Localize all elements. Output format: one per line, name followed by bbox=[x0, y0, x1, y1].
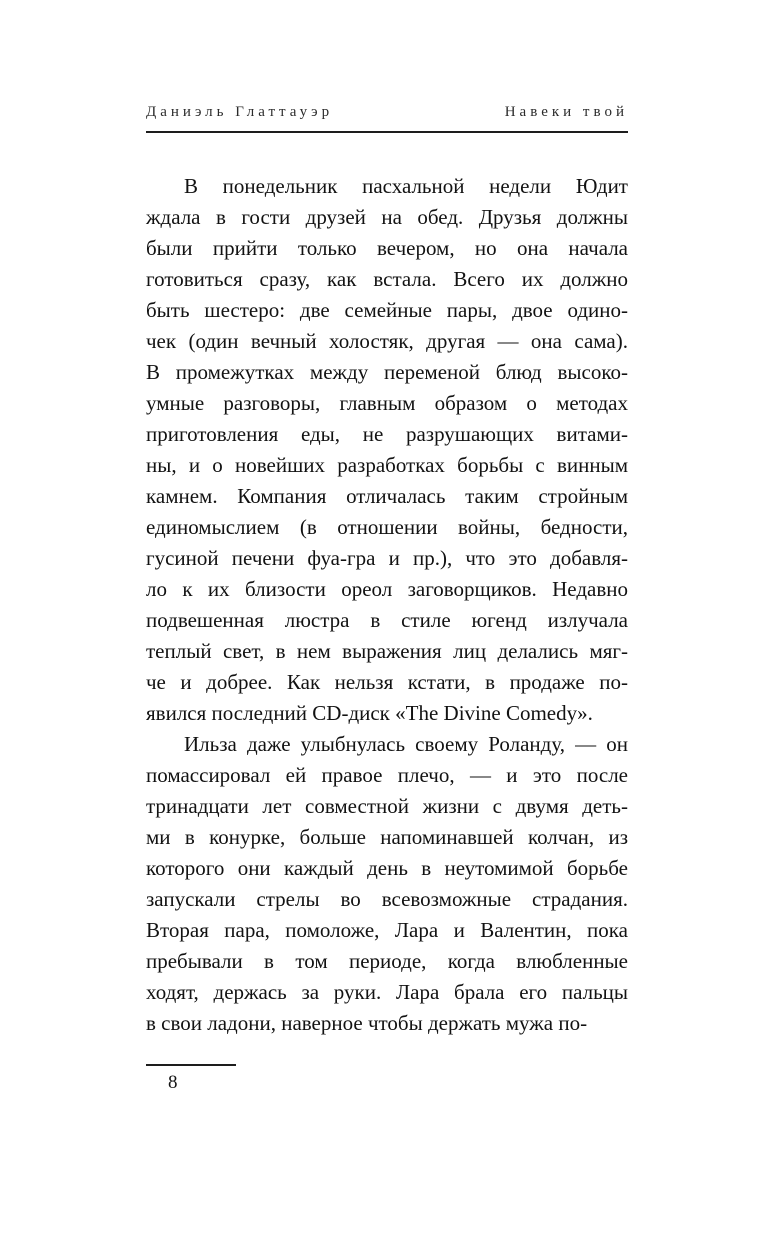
text-line: умные разговоры, главным образом о методах bbox=[146, 391, 628, 415]
text-line: Вторая пара, помоложе, Лара и Валентин, пока bbox=[146, 918, 628, 942]
text-line: Ильза даже улыбнулась своему Роланду, — он bbox=[184, 732, 628, 756]
text-line: ми в конурке, больше напоминавшей колчан, из bbox=[146, 825, 628, 849]
text-line: теплый свет, в нем выражения лиц делались мяг- bbox=[146, 639, 628, 663]
text-line: чек (один вечный холостяк, другая — она сама). bbox=[146, 329, 628, 353]
paragraph bbox=[146, 171, 628, 729]
text-line: тринадцати лет совместной жизни с двумя деть- bbox=[146, 794, 628, 818]
paragraph bbox=[146, 729, 628, 1039]
text-line: помассировал ей правое плечо, — и это после bbox=[146, 763, 628, 787]
text-line: В промежутках между переменой блюд высоко- bbox=[146, 360, 628, 384]
text-line: ны, и о новейших разработках борьбы с винным bbox=[146, 453, 628, 477]
text-line: ло к их близости ореол заговорщиков. Недавно bbox=[146, 577, 628, 601]
running-header bbox=[146, 104, 628, 121]
text-line: единомыслием (в отношении войны, бедности, bbox=[146, 515, 628, 539]
text-line: подвешенная люстра в стиле югенд излучала bbox=[146, 608, 628, 632]
text-line: быть шестеро: две семейные пары, двое одино- bbox=[146, 298, 628, 322]
header-author: Даниэль Глаттауэр bbox=[146, 104, 334, 120]
page-number: 8 bbox=[168, 1072, 178, 1093]
text-line: явился последний CD-диск «The Divine Comedy». bbox=[146, 701, 593, 725]
text-line: готовиться сразу, как встала. Всего их должно bbox=[146, 267, 628, 291]
body-text bbox=[146, 171, 628, 1039]
text-line: В понедельник пасхальной недели Юдит bbox=[184, 174, 628, 198]
header-rule bbox=[146, 131, 628, 133]
text-line: приготовления еды, не разрушающих витами- bbox=[146, 422, 628, 446]
text-line: запускали стрелы во всевозможные страдания. bbox=[146, 887, 628, 911]
text-line: че и добрее. Как нельзя кстати, в продаже по- bbox=[146, 670, 628, 694]
text-line: гусиной печени фуа-гра и пр.), что это добавля- bbox=[146, 546, 628, 570]
text-line: ждала в гости друзей на обед. Друзья должны bbox=[146, 205, 628, 229]
text-line: ходят, держась за руки. Лара брала его пальцы bbox=[146, 980, 628, 1004]
text-line: которого они каждый день в неутомимой борьбе bbox=[146, 856, 628, 880]
text-line: в свои ладони, наверное чтобы держать мужа по- bbox=[146, 1011, 588, 1035]
header-book-title: Навеки твой bbox=[504, 104, 628, 120]
text-line: пребывали в том периоде, когда влюбленные bbox=[146, 949, 628, 973]
text-line: были прийти только вечером, но она начала bbox=[146, 236, 628, 260]
text-line: камнем. Компания отличалась таким стройным bbox=[146, 484, 628, 508]
footer-rule bbox=[146, 1064, 236, 1066]
